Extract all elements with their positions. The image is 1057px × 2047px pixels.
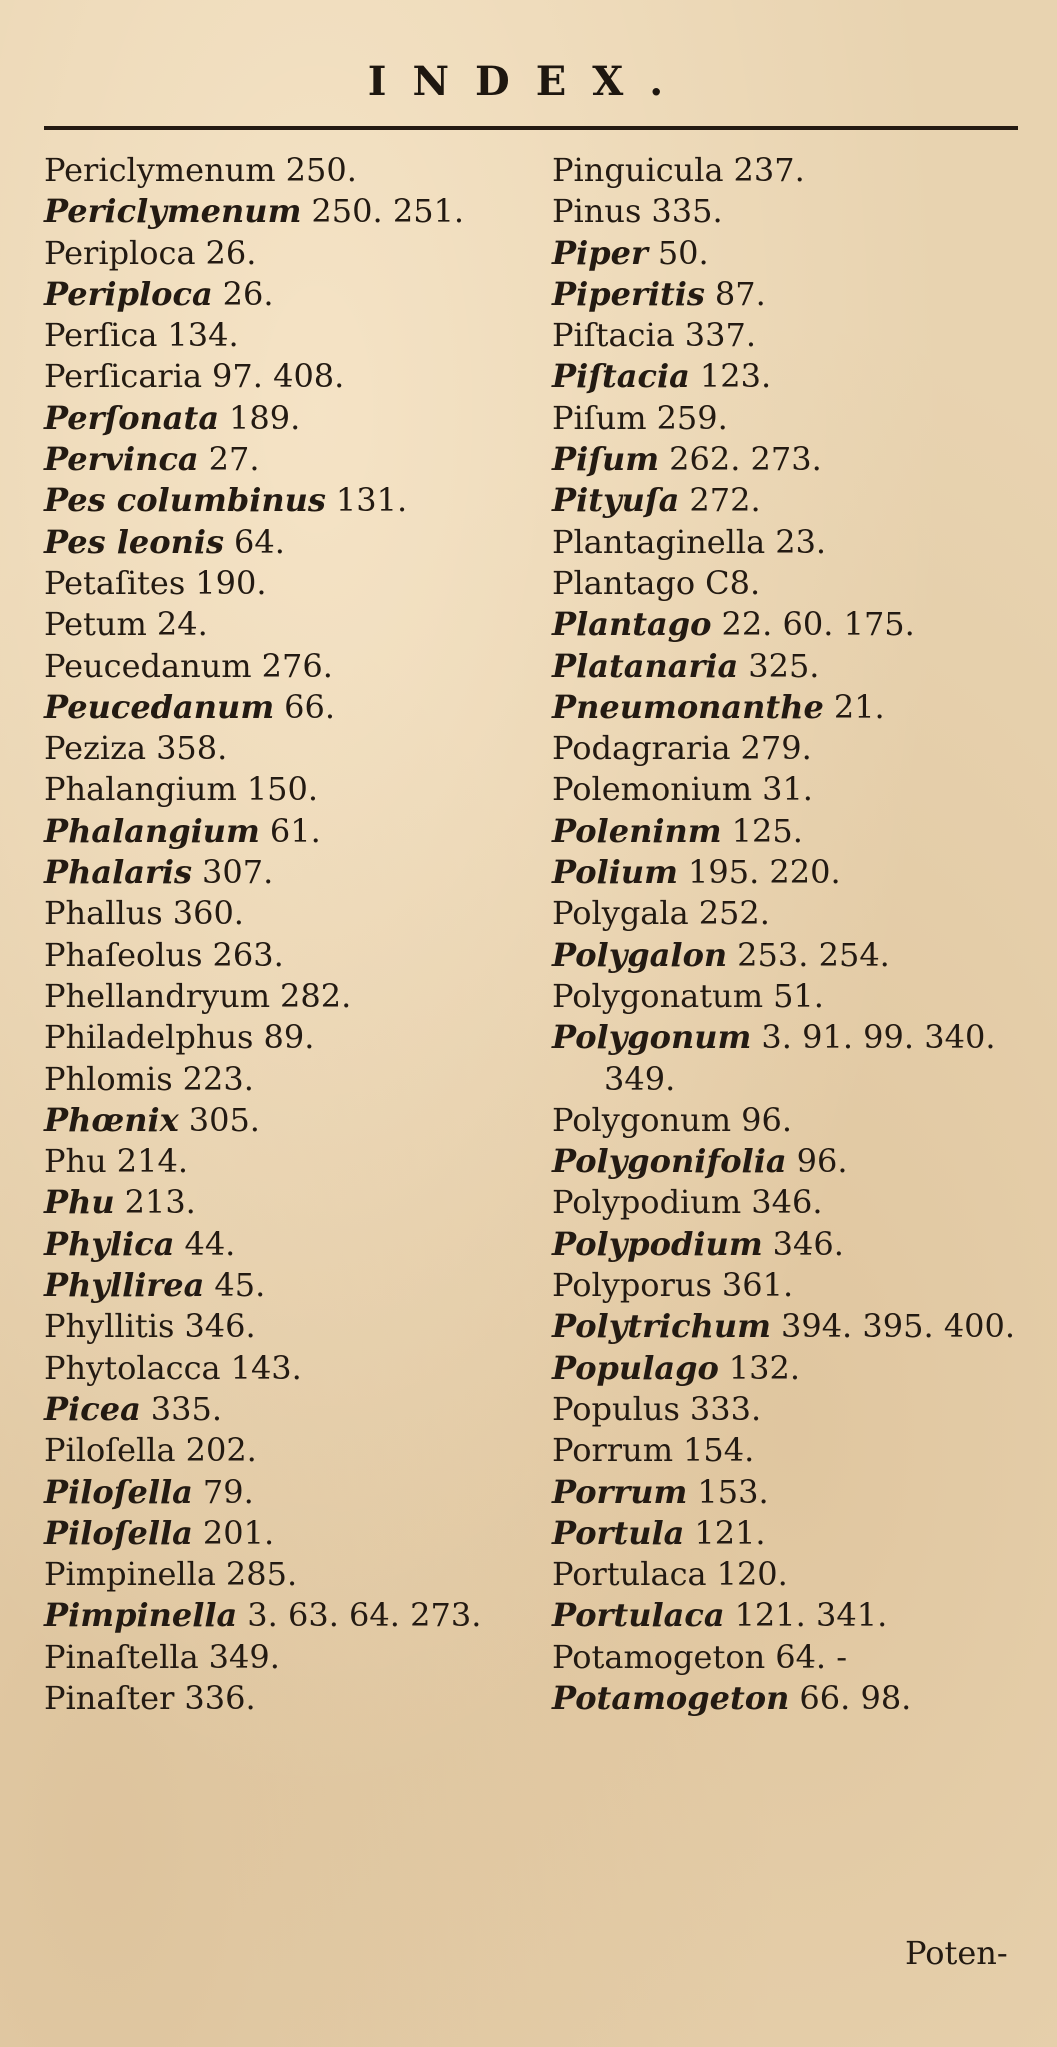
entry-pages: 21.: [833, 687, 885, 726]
entry-name: Phu: [44, 1183, 115, 1222]
index-entry: [552, 439, 1032, 480]
index-entry: [44, 1100, 534, 1141]
entry-name: Phalangium: [44, 811, 260, 850]
entry-name: Phu: [44, 1142, 107, 1181]
entry-pages: 96.: [796, 1142, 848, 1181]
entry-name: Polygonum: [552, 1018, 752, 1057]
index-entry: [44, 563, 534, 604]
entry-name: Peucedanum: [44, 687, 275, 726]
index-entry: [552, 522, 1032, 563]
entry-pages: 123.: [699, 357, 772, 396]
entry-name: Populus: [552, 1389, 680, 1428]
index-entry: [44, 522, 534, 563]
entry-name: Periclymenum: [44, 151, 276, 189]
index-entry: [44, 1059, 534, 1100]
entry-name: Pinus: [552, 192, 642, 231]
entry-pages: 349.: [604, 1059, 676, 1098]
index-entry: [44, 1348, 534, 1389]
entry-name: Polium: [552, 853, 678, 892]
index-entry: [44, 1265, 534, 1306]
entry-name: Periploca: [44, 274, 213, 313]
entry-name: Periploca: [44, 233, 196, 272]
index-entry: [552, 1637, 1032, 1678]
index-entry: [552, 1265, 1032, 1306]
entry-name: Pimpinella: [44, 1596, 238, 1635]
index-entry: [44, 398, 534, 439]
index-entry: [552, 1389, 1032, 1430]
entry-name: Polemonium: [552, 770, 753, 809]
entry-name: Potamogeton: [552, 1678, 790, 1717]
index-entry: [552, 274, 1032, 315]
entry-name: Porrum: [552, 1472, 688, 1511]
entry-name: Perſica: [44, 316, 158, 355]
index-entry: [552, 1059, 1032, 1100]
index-entry: [552, 1513, 1032, 1554]
index-entry: [552, 563, 1032, 604]
entry-name: Pinaſter: [44, 1678, 175, 1717]
index-entry: [44, 769, 534, 810]
entry-name: Piſum: [552, 440, 660, 479]
entry-name: Piloſella: [44, 1513, 193, 1552]
index-entry: [552, 687, 1032, 728]
entry-name: Piperitis: [552, 274, 705, 313]
index-entry: [44, 1017, 534, 1058]
entry-pages: 307.: [201, 853, 274, 892]
entry-name: Pinaſtella: [44, 1637, 199, 1676]
entry-pages: 79.: [202, 1472, 254, 1511]
entry-pages: 150.: [246, 770, 319, 809]
entry-pages: 252.: [698, 894, 770, 933]
right-column: [552, 150, 1032, 1719]
entry-pages: 305.: [188, 1100, 260, 1139]
index-entry: [552, 852, 1032, 893]
entry-pages: 89.: [263, 1018, 315, 1057]
entry-name: Phytolacca: [44, 1348, 221, 1387]
index-entry: [44, 1513, 534, 1554]
header-rule: [44, 126, 1018, 130]
index-entry: [552, 1430, 1032, 1471]
entry-pages: 97. 408.: [212, 357, 345, 396]
entry-name: Plantaginella: [552, 522, 766, 561]
entry-name: Polygala: [552, 894, 689, 933]
index-entry: [552, 604, 1032, 645]
entry-pages: 64. -: [775, 1637, 848, 1676]
index-entry: [552, 398, 1032, 439]
index-entry: [552, 233, 1032, 274]
entry-pages: 87.: [714, 274, 766, 313]
index-entry: [44, 315, 534, 356]
index-entry: [44, 356, 534, 397]
entry-pages: 276.: [261, 646, 333, 685]
index-entry: [552, 480, 1032, 521]
entry-name: Pinguicula: [552, 151, 724, 189]
index-entry: [552, 1678, 1032, 1719]
entry-name: Phyllirea: [44, 1266, 205, 1305]
entry-name: Phaſeolus: [44, 935, 203, 974]
entry-name: Piloſella: [44, 1431, 176, 1470]
entry-pages: 346.: [751, 1183, 823, 1222]
index-entry: [552, 935, 1032, 976]
index-entry: [552, 1595, 1032, 1636]
entry-pages: 132.: [728, 1348, 801, 1387]
entry-name: Platanaria: [552, 646, 739, 685]
index-entry: [552, 728, 1032, 769]
entry-name: Phœnix: [44, 1100, 179, 1139]
index-entry: [552, 976, 1032, 1017]
index-entry: [552, 356, 1032, 397]
index-entry: [44, 1182, 534, 1223]
entry-name: Polygonum: [552, 1100, 732, 1139]
index-entry: [552, 150, 1032, 191]
entry-name: Pimpinella: [44, 1555, 216, 1594]
entry-pages: 333.: [689, 1389, 762, 1428]
index-entry: [44, 1554, 534, 1595]
entry-name: Piſtacia: [552, 316, 675, 355]
index-entry: [44, 1678, 534, 1719]
catchword: Poten-: [905, 1934, 1008, 1972]
index-entry: [44, 1595, 534, 1636]
index-entry: [44, 233, 534, 274]
entry-name: Peziza: [44, 729, 147, 768]
index-entry: [552, 1017, 1032, 1058]
entry-name: Picea: [44, 1389, 141, 1428]
entry-name: Pes leonis: [44, 522, 225, 561]
entry-pages: 336.: [184, 1678, 256, 1717]
entry-pages: 201.: [202, 1513, 275, 1552]
entry-pages: 26.: [205, 233, 257, 272]
entry-pages: 272.: [689, 481, 761, 520]
entry-pages: 125.: [731, 811, 803, 850]
index-entry: [44, 1389, 534, 1430]
entry-name: Polygalon: [552, 935, 728, 974]
entry-pages: 50.: [657, 233, 709, 272]
entry-name: Plantago: [552, 563, 696, 602]
entry-name: Phyllitis: [44, 1307, 175, 1346]
entry-pages: 361.: [721, 1266, 794, 1305]
entry-name: Petaſites: [44, 563, 186, 602]
entry-name: Piſum: [552, 398, 647, 437]
entry-pages: 153.: [697, 1472, 769, 1511]
index-entry: [552, 1306, 1032, 1347]
entry-pages: 335.: [150, 1389, 223, 1428]
index-entry: [552, 646, 1032, 687]
entry-pages: 27.: [208, 440, 260, 479]
entry-name: Polypodium: [552, 1183, 742, 1222]
page-title: INDEX.: [367, 58, 690, 105]
index-entry: [44, 1224, 534, 1265]
entry-name: Porrum: [552, 1431, 674, 1470]
entry-name: Potamogeton: [552, 1637, 766, 1676]
entry-pages: 335.: [651, 192, 723, 231]
index-entry: [552, 315, 1032, 356]
entry-name: Phylica: [44, 1224, 175, 1263]
index-entry: [552, 769, 1032, 810]
index-entry: [44, 646, 534, 687]
entry-pages: 121. 341.: [734, 1596, 888, 1635]
entry-pages: 22. 60. 175.: [721, 605, 915, 644]
index-entry: [552, 893, 1032, 934]
entry-name: Pervinca: [44, 440, 199, 479]
entry-name: Phalangium: [44, 770, 237, 809]
entry-pages: 51.: [773, 976, 824, 1015]
entry-name: Phalaris: [44, 853, 192, 892]
entry-pages: 394. 395. 400.: [780, 1307, 1016, 1346]
entry-pages: 346.: [184, 1307, 256, 1346]
entry-pages: 134.: [167, 316, 239, 355]
entry-pages: C8.: [705, 563, 761, 602]
entry-name: Pneumonanthe: [552, 687, 824, 726]
index-entry: [44, 852, 534, 893]
index-entry: [552, 1100, 1032, 1141]
entry-name: Phellandryum: [44, 976, 271, 1015]
entry-name: Piloſella: [44, 1472, 193, 1511]
entry-pages: 189.: [229, 398, 301, 437]
index-entry: [552, 1348, 1032, 1389]
left-column: [44, 150, 534, 1719]
entry-name: Phallus: [44, 894, 163, 933]
index-entry: [44, 976, 534, 1017]
entry-pages: 202.: [185, 1431, 257, 1470]
entry-pages: 279.: [740, 729, 812, 768]
entry-name: Polygonifolia: [552, 1142, 787, 1181]
entry-pages: 120.: [716, 1555, 788, 1594]
index-entry: [44, 274, 534, 315]
index-entry: [552, 1224, 1032, 1265]
entry-pages: 31.: [762, 770, 813, 809]
entry-pages: 3. 63. 64. 273.: [247, 1596, 482, 1635]
index-entry: [552, 191, 1032, 232]
index-entry: [44, 191, 534, 232]
entry-name: Polypodium: [552, 1224, 763, 1263]
entry-name: Portulaca: [552, 1555, 707, 1594]
index-entry: [44, 687, 534, 728]
entry-name: Piſtacia: [552, 357, 690, 396]
index-entry: [552, 1141, 1032, 1182]
index-entry: [552, 1554, 1032, 1595]
index-entry: [44, 1472, 534, 1513]
index-entry: [44, 893, 534, 934]
entry-pages: 121.: [694, 1513, 766, 1552]
entry-pages: 214.: [116, 1142, 188, 1181]
entry-name: Poleninm: [552, 811, 722, 850]
entry-name: Phlomis: [44, 1059, 173, 1098]
entry-name: Plantago: [552, 605, 712, 644]
entry-pages: 237.: [733, 151, 805, 189]
entry-name: Podagraria: [552, 729, 731, 768]
entry-pages: 61.: [269, 811, 321, 850]
index-entry: [552, 811, 1032, 852]
index-entry: [44, 728, 534, 769]
entry-name: Pityuſa: [552, 481, 680, 520]
entry-name: Populago: [552, 1348, 719, 1387]
entry-pages: 23.: [775, 522, 827, 561]
index-entry: [44, 811, 534, 852]
entry-pages: 253. 254.: [737, 935, 890, 974]
entry-pages: 64.: [234, 522, 285, 561]
entry-name: Polygonatum: [552, 976, 764, 1015]
entry-pages: 26.: [222, 274, 274, 313]
entry-pages: 96.: [741, 1100, 793, 1139]
index-entry: [44, 604, 534, 645]
entry-pages: 190.: [195, 563, 267, 602]
entry-pages: 154.: [683, 1431, 755, 1470]
index-entry: [44, 150, 534, 191]
entry-pages: 349.: [208, 1637, 280, 1676]
index-entry: [44, 1306, 534, 1347]
index-entry: [44, 1637, 534, 1678]
index-entry: [44, 480, 534, 521]
entry-pages: 131.: [335, 481, 408, 520]
entry-pages: 325.: [748, 646, 820, 685]
entry-name: Pes columbinus: [44, 481, 326, 520]
index-entry: [552, 1182, 1032, 1223]
entry-name: Polytrichum: [552, 1307, 771, 1346]
entry-name: Philadelphus: [44, 1018, 254, 1057]
entry-pages: 66. 98.: [799, 1678, 912, 1717]
entry-name: Polyporus: [552, 1266, 712, 1305]
entry-pages: 250.: [285, 151, 357, 189]
entry-pages: 44.: [184, 1224, 236, 1263]
entry-pages: 346.: [772, 1224, 844, 1263]
entry-name: Perſonata: [44, 398, 220, 437]
entry-pages: 262. 273.: [669, 440, 822, 479]
entry-pages: 282.: [280, 976, 352, 1015]
entry-pages: 195. 220.: [687, 853, 841, 892]
index-entry: [44, 935, 534, 976]
entry-pages: 263.: [212, 935, 284, 974]
entry-pages: 358.: [156, 729, 228, 768]
index-entry: [44, 439, 534, 480]
index-entry: [552, 1472, 1032, 1513]
entry-name: Portulaca: [552, 1596, 725, 1635]
entry-pages: 360.: [172, 894, 244, 933]
entry-pages: 24.: [156, 605, 208, 644]
entry-pages: 143.: [230, 1348, 302, 1387]
index-entry: [44, 1430, 534, 1471]
entry-pages: 259.: [656, 398, 728, 437]
entry-pages: 3. 91. 99. 340.: [761, 1018, 996, 1057]
entry-pages: 285.: [225, 1555, 298, 1594]
entry-pages: 66.: [284, 687, 336, 726]
entry-name: Perſicaria: [44, 357, 203, 396]
entry-pages: 337.: [684, 316, 757, 355]
entry-pages: 223.: [182, 1059, 254, 1098]
entry-name: Peucedanum: [44, 646, 252, 685]
entry-pages: 250. 251.: [311, 192, 465, 231]
entry-name: Portula: [552, 1513, 685, 1552]
entry-name: Piper: [552, 233, 648, 272]
index-entry: [44, 1141, 534, 1182]
entry-name: Periclymenum: [44, 192, 302, 231]
entry-pages: 213.: [124, 1183, 196, 1222]
entry-name: Petum: [44, 605, 147, 644]
entry-pages: 45.: [214, 1266, 266, 1305]
